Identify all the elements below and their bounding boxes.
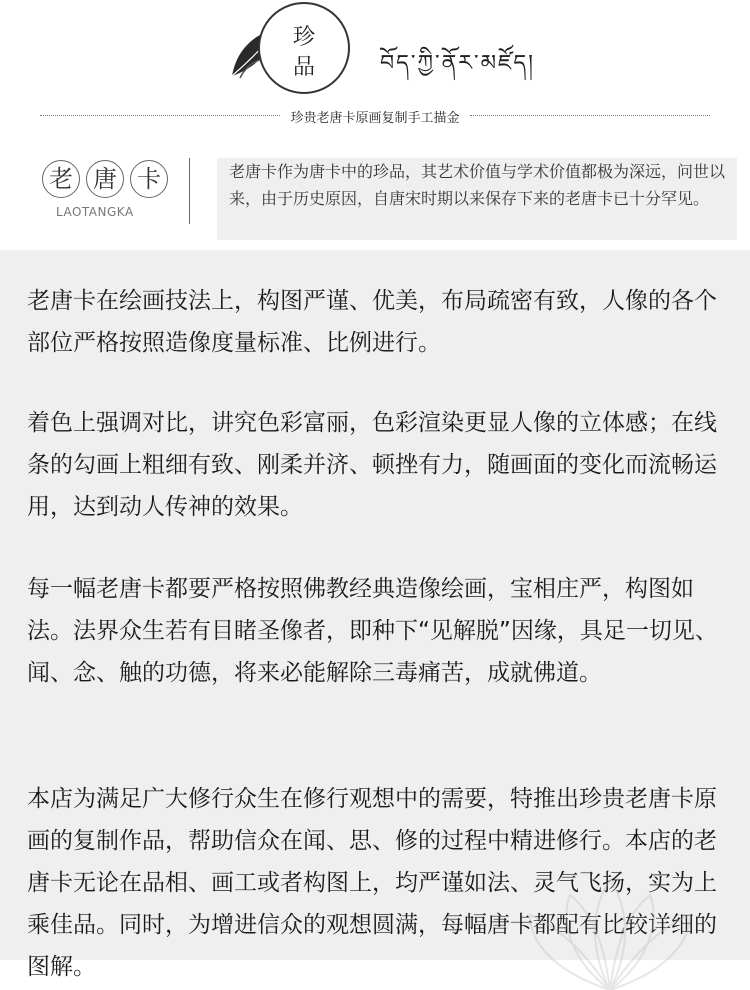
section-divider (40, 106, 710, 126)
brand-char-3: 卡 (130, 160, 168, 198)
divider-caption: 珍贵老唐卡原画复制手工描金 (290, 111, 460, 126)
paragraph-3: 每一幅老唐卡都要严格按照佛教经典造像绘画，宝相庄严，构图如法。法界众生若有目睹圣像者，即种下“见解脱”因缘，具足一切见、闻、念、触的功德，将来必能解除三毒痛苦，成就佛道。 (27, 576, 718, 686)
vertical-divider (189, 158, 190, 224)
tibetan-title: བོད་ཀྱི་ནོར་མཛོད། (380, 51, 536, 76)
brand-english-name: LAOTANGKA (56, 205, 134, 219)
intro-box (217, 158, 737, 240)
brand-char-2: 唐 (86, 160, 124, 198)
paragraph-4: 本店为满足广大修行众生在修行观想中的需要，特推出珍贵老唐卡原画的复制作品，帮助信众在闻、思、修的过程中精进修行。本店的老唐卡无论在品相、画工或者构图上，均严谨如法、灵气飞扬，实为上乘佳品。同时，为增进信众的观想圆满，每幅唐卡都配有比较详细的图解。 (27, 786, 717, 980)
brand-logo (42, 160, 174, 204)
intro-text: 老唐卡作为唐卡中的珍品，其艺术价值与学术价值都极为深远，问世以来，由于历史原因，自唐宋时期以来保存下来的老唐卡已十分罕见。 (229, 162, 726, 208)
paragraph-2: 着色上强调对比，讲究色彩富丽，色彩渲染更显人像的立体感；在线条的勾画上粗细有致、刚柔并济、顿挫有力，随画面的变化而流畅运用，达到动人传神的效果。 (27, 410, 717, 520)
article-body (0, 250, 750, 980)
header (0, 0, 750, 250)
divider-line-right (470, 115, 710, 116)
seal-char-1: 珍 (292, 25, 315, 50)
paragraph-1: 老唐卡在绘画技法上，构图严谨、优美，布局疏密有致，人像的各个部位严格按照造像度量标准、比例进行。 (27, 288, 717, 356)
brand-char-1: 老 (42, 160, 80, 198)
lotus-watermark-icon (470, 870, 750, 990)
seal-char-2: 品 (292, 55, 315, 80)
precious-seal (258, 2, 350, 94)
